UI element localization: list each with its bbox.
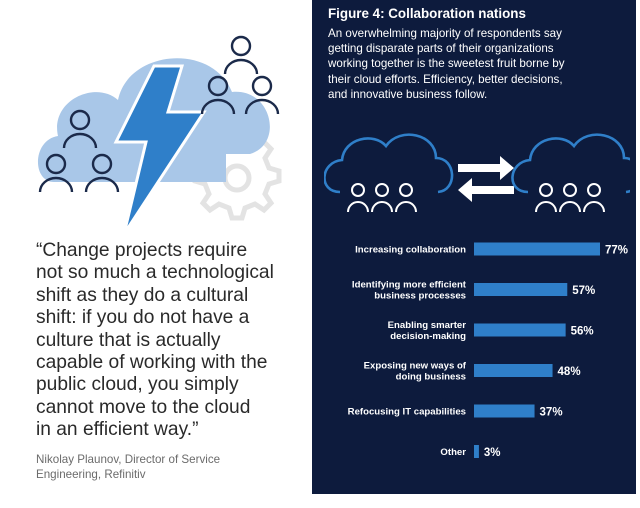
quote-panel [0, 0, 312, 508]
figure-description: An overwhelming majority of respondents say getting disparate parts of their organizations working together is the sweetest fruit borne by their cloud efforts. Efficiency, better decisions, and innovative business follow. [328, 27, 565, 101]
bar [474, 243, 600, 256]
figure-title: Figure 4: Collaboration nations [328, 6, 526, 21]
bar [474, 364, 553, 377]
bar [474, 405, 535, 418]
category-label: Increasing collaboration [355, 244, 466, 256]
category-label: Refocusing IT capabilities [347, 406, 466, 418]
pull-quote: “Change projects require not so much a technological shift as they do a cultural shift: if you do not have a culture that is actually capable of working with the public cloud, you simply cannot move to the cloud in an efficient way.” [36, 240, 274, 441]
data-label: 37% [539, 406, 563, 419]
data-label: 56% [570, 325, 594, 338]
category-label: Other [440, 447, 466, 458]
data-label: 3% [483, 447, 501, 459]
bar-chart [312, 234, 636, 474]
category-label: Identifying more efficient business processes [351, 279, 466, 302]
people-icon [536, 184, 604, 212]
quote-attribution: Nikolay Plaunov, Director of Service Engineering, Refinitiv [36, 453, 221, 481]
people-icon [348, 184, 416, 212]
data-label: 77% [605, 244, 629, 257]
category-label: Enabling smarter decision-making [387, 320, 466, 342]
figure-panel [312, 0, 636, 494]
exchange-arrows-icon [458, 156, 514, 202]
data-label: 48% [557, 366, 581, 378]
category-label: Exposing new ways of doing business [363, 360, 466, 383]
cloud-people-icon [324, 135, 452, 192]
bar [474, 324, 566, 337]
data-label: 57% [572, 285, 596, 297]
clouds-illustration [324, 132, 630, 226]
bar [474, 283, 567, 296]
illustration [36, 14, 306, 236]
cloud-lightning-icon [38, 58, 270, 234]
bar [474, 445, 479, 458]
